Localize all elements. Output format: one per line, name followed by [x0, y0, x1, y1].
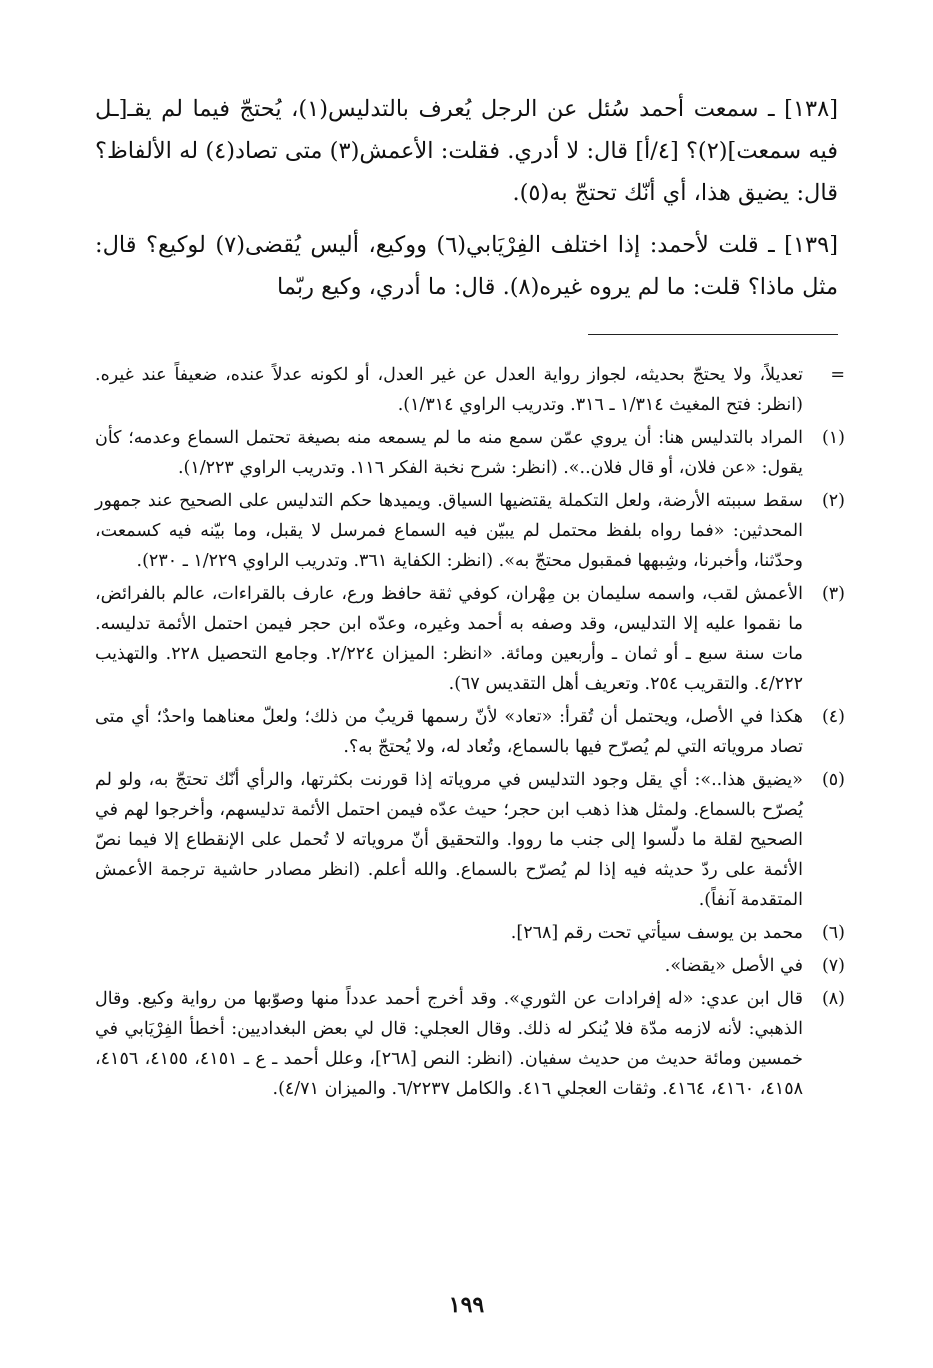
footnote-marker: (٨): [821, 989, 845, 1009]
footnote-text: سقط سببته الأرضة، ولعل التكملة يقتضيها السياق. ويميدها حكم التدليس على الصحيح عند جمهور المحدثين: «فما رواه بلفظ محتمل لم يبيّن فيه السماع فمرسل لا يقبل، وما بيّنه فيه كسمعت، وحدّثنا، وأخبرنا، وشِبهها فمقبول محتجّ به». (انظر: الكفاية ٣٦١. وتدريب الراوي ١/٢٢٩ ـ ٢٣٠).: [95, 491, 803, 571]
footnote-text: المراد بالتدليس هنا: أن يروي عمّن سمع منه ما لم يسمعه منه بصيغة تحتمل السماع وعدمه؛ كأن يقول: «عن فلان، أو قال فلان..». (انظر: شرح نخبة الفكر ١١٦. وتدريب الراوي ١/٢٢٣).: [95, 428, 803, 478]
footnote-1: [95, 423, 845, 483]
footnotes: [95, 360, 845, 1107]
footnote-marker: (١): [821, 428, 845, 448]
footnote-marker: (٢): [821, 491, 845, 511]
footnote-text: «يضيق هذا..»: أي يقل وجود التدليس في مروياته إذا قورنت بكثرتها، والرأي أنّك تحتجّ به، ولو لم يُصرّح بالسماع. ولمثل هذا ذهب ابن حجر؛ حيث عدّه فيمن احتمل الأئمة تدليسهم، وأخرجوا لهم في الصحيح لقلة ما دلّسوا إلى جنب ما رووا. والتحقيق أنّ مروياته لا تُحمل على الإنقطاع إلا فيما نصّ الأئمة على ردّ حديثه فيه إذا لم يُصرّح بالسماع. والله أعلم. (انظر مصادر حاشية ترجمة الأعمش المتقدمة آنفاً).: [95, 770, 803, 910]
footnote-marker: (٥): [821, 770, 845, 790]
footnote-text: في الأصل «يقضا».: [664, 956, 803, 976]
footnote-text: الأعمش لقب، واسمه سليمان بن مِهْران، كوفي ثقة حافظ ورع، عارف بالقراءات، عالم بالفرائض، ما نقموا عليه إلا التدليس، وقد وصفه به أحمد وغيره، وعدّه ابن حجر فيمن احتمل الأئمة تدليسه. مات سنة سبع ـ أو ثمان ـ وأربعين ومائة. «انظر: الميزان ٢/٢٢٤. وجامع التحصيل ٢٢٨. والتهذيب ٤/٢٢٢. والتقريب ٢٥٤. وتعريف أهل التقديس ٦٧).: [95, 584, 803, 694]
footnote-continued: [95, 360, 845, 420]
footnote-5: [95, 765, 845, 915]
footnote-8: [95, 984, 845, 1104]
footnote-text: تعديلاً، ولا يحتجّ بحديثه، لجواز رواية العدل عن غير العدل، أو لكونه عدلاً عنده، ضعيفاً عند غيره. (انظر: فتح المغيث ١/٣١٤ ـ ٣١٦. وتدريب الراوي ١/٣١٤).: [95, 365, 803, 415]
footnote-4: [95, 702, 845, 762]
footnote-marker: =: [830, 365, 845, 385]
paragraph-139: [١٣٩] ـ قلت لأحمد: إذا اختلف الفِرْيَابي(٦) ووكيع، أليس يُقضى(٧) لوكيع؟ قال: مثل ماذا؟ قلت: ما لم يروه غيره(٨). قال: ما أدري، وكيع ربّما: [95, 232, 838, 300]
footnote-marker: (٦): [821, 923, 845, 943]
footnote-marker: (٣): [821, 584, 845, 604]
main-text: [95, 88, 838, 318]
footnote-marker: (٧): [821, 956, 845, 976]
footnote-marker: (٤): [821, 707, 845, 727]
footnote-7: [95, 951, 845, 981]
footnote-2: [95, 486, 845, 576]
footnote-text: محمد بن يوسف سيأتي تحت رقم [٢٦٨].: [510, 923, 803, 943]
footnote-text: قال ابن عدي: «له إفرادات عن الثوري». وقد أخرج أحمد عدداً منها وصوّبها من رواية وكيع. وقال الذهبي: لأنه لازمه مدّة فلا يُنكر له ذلك. وقال العجلي: قال لي بعض البغداديين: أخطأ الفِرْيَابي في خمسين ومائة حديث من حديث سفيان. (انظر: النص [٢٦٨]، وعلل أحمد ـ ع ـ ٤١٥١، ٤١٥٥، ٤١٥٦، ٤١٥٨، ٤١٦٠، ٤١٦٤. وثقات العجلي ٤١٦. والكامل ٦/٢٢٣٧. والميزان ٤/٧١).: [95, 989, 803, 1099]
page-number: ١٩٩: [448, 1292, 485, 1318]
footnote-3: [95, 579, 845, 699]
footnote-6: [95, 918, 845, 948]
footnote-text: هكذا في الأصل، ويحتمل أن تُقرأ: «تعاد» لأنّ رسمها قريبٌ من ذلك؛ ولعلّ معناهما واحدٌ؛ أي متى تصاد مروياته التي لم يُصرّح فيها بالسماع، وتُعاد له، ولا يُحتجّ به؟.: [95, 707, 803, 757]
paragraph-138: [١٣٨] ـ سمعت أحمد سُئل عن الرجل يُعرف بالتدليس(١)، يُحتجّ فيما لم يقـ[ـل فيه سمعت](٢)؟ [٤/أ] قال: لا أدري. فقلت: الأعمش(٣) متى تصاد(٤) له الألفاظ؟ قال: يضيق هذا، أي أنّك تحتجّ به(٥).: [95, 96, 838, 206]
footnote-separator: [588, 334, 838, 335]
